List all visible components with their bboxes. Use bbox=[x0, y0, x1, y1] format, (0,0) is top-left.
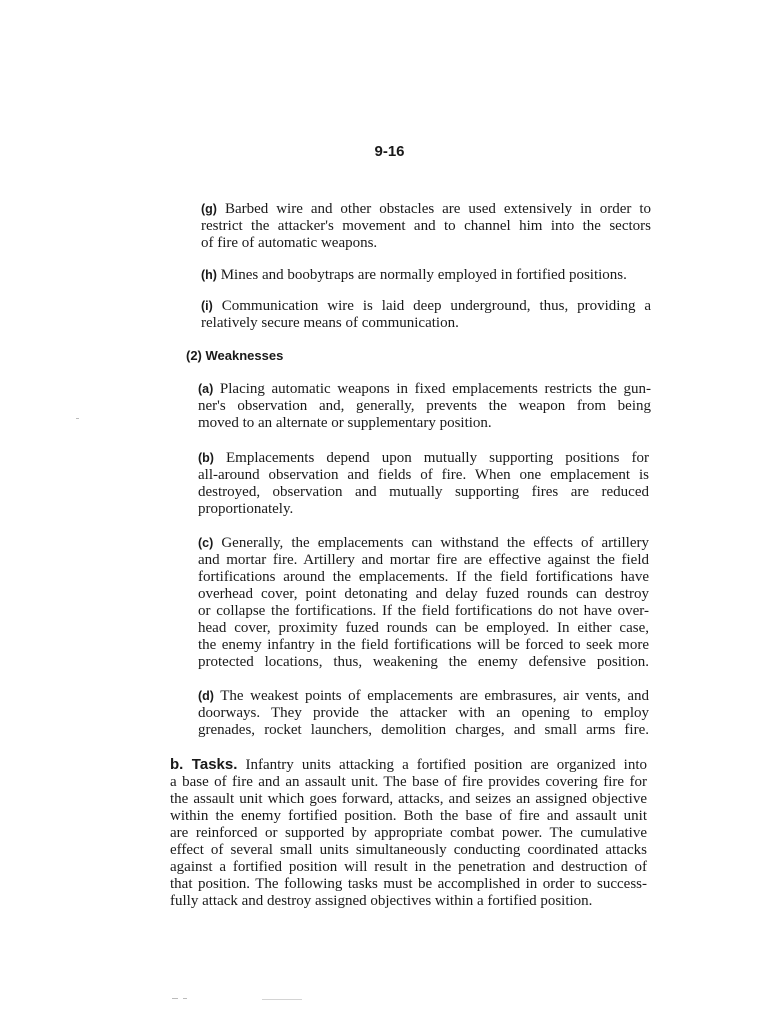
page-number: 9-16 bbox=[374, 143, 405, 160]
text-line: the assault unit which goes forward, attacks, and seizes an assigned objective bbox=[170, 791, 647, 807]
text-line: proportionately. bbox=[198, 501, 294, 517]
paragraph-label: (d) bbox=[198, 689, 214, 703]
text-line: that position. The following tasks must be accomplished in order to success- bbox=[170, 876, 647, 892]
text-line: ner's observation and, generally, prevents the weapon from being bbox=[198, 398, 651, 414]
paragraph-h bbox=[201, 267, 651, 284]
paragraph-label: (i) bbox=[201, 299, 213, 313]
scan-speck bbox=[76, 418, 79, 419]
paragraph-d bbox=[198, 688, 649, 739]
paragraph-label: (a) bbox=[198, 382, 214, 396]
text-line: Communication wire is laid deep underground, thus, providing a bbox=[221, 298, 652, 314]
weaknesses-heading: (2) Weaknesses bbox=[186, 348, 284, 363]
paragraph-a bbox=[198, 381, 651, 432]
text-line: the enemy infantry in the field fortifications will be forced to seek more bbox=[198, 637, 649, 653]
text-line: effect of several small units simultaneously conducting coordinated attacks bbox=[170, 842, 647, 858]
text-line: within the enemy fortified position. Both the base of fire and assault unit bbox=[170, 808, 647, 824]
text-line: Placing automatic weapons in fixed emplacements restricts the gun- bbox=[219, 381, 652, 397]
paragraph-label: (g) bbox=[201, 202, 217, 216]
text-line: and mortar fire. Artillery and mortar fire are effective against the field bbox=[198, 552, 649, 568]
text-line: fortifications around the emplacements. If the field fortifications have bbox=[198, 569, 649, 585]
text-line: Mines and boobytraps are normally employed in fortified positions. bbox=[220, 267, 627, 283]
text-line: Generally, the emplacements can withstand the effects of artillery bbox=[221, 535, 650, 551]
text-line: doorways. They provide the attacker with an opening to employ bbox=[198, 705, 649, 721]
text-line: The weakest points of emplacements are embrasures, air vents, and bbox=[220, 688, 649, 704]
paragraph-tasks bbox=[170, 756, 647, 910]
text-line: or collapse the fortifications. If the field fortifications do not have over- bbox=[198, 603, 649, 619]
paragraph-label: (h) bbox=[201, 268, 217, 282]
text-line: Barbed wire and other obstacles are used extensively in order to bbox=[224, 201, 652, 217]
text-line: head cover, proximity fuzed rounds can be employed. In either case, bbox=[198, 620, 649, 636]
tasks-label: b. Tasks. bbox=[170, 756, 238, 773]
paragraph-c bbox=[198, 535, 649, 671]
paragraph-i bbox=[201, 298, 651, 332]
text-line: are reinforced or supported by appropriate combat power. The cumulative bbox=[170, 825, 647, 841]
scan-speck bbox=[262, 999, 302, 1000]
text-line: all-around observation and fields of fire. When one emplacement is bbox=[198, 467, 649, 483]
paragraph-label: (c) bbox=[198, 536, 214, 550]
scan-speck bbox=[172, 998, 178, 999]
text-line: of fire of automatic weapons. bbox=[201, 235, 378, 251]
text-line: against a fortified position will result in the penetration and destruction of bbox=[170, 859, 647, 875]
text-line: destroyed, observation and mutually supporting fires are reduced bbox=[198, 484, 649, 500]
text-line: relatively secure means of communication. bbox=[201, 315, 459, 331]
paragraph-g bbox=[201, 201, 651, 252]
text-line: Infantry units attacking a fortified position are organized into bbox=[245, 757, 647, 773]
text-line: fully attack and destroy assigned objectives within a fortified position. bbox=[170, 893, 593, 909]
scan-speck bbox=[183, 998, 187, 999]
paragraph-b bbox=[198, 450, 649, 518]
text-line: Emplacements depend upon mutually supporting positions for bbox=[226, 450, 650, 466]
paragraph-label: (b) bbox=[198, 451, 214, 465]
text-line: restrict the attacker's movement and to channel him into the sectors bbox=[201, 218, 651, 234]
text-line: protected locations, thus, weakening the enemy defensive position. bbox=[198, 654, 649, 670]
text-line: grenades, rocket launchers, demolition charges, and small arms fire. bbox=[198, 722, 649, 738]
text-line: moved to an alternate or supplementary position. bbox=[198, 415, 492, 431]
text-line: a base of fire and an assault unit. The base of fire provides covering fire for bbox=[170, 774, 647, 790]
text-line: overhead cover, point detonating and delay fuzed rounds can destroy bbox=[198, 586, 649, 602]
